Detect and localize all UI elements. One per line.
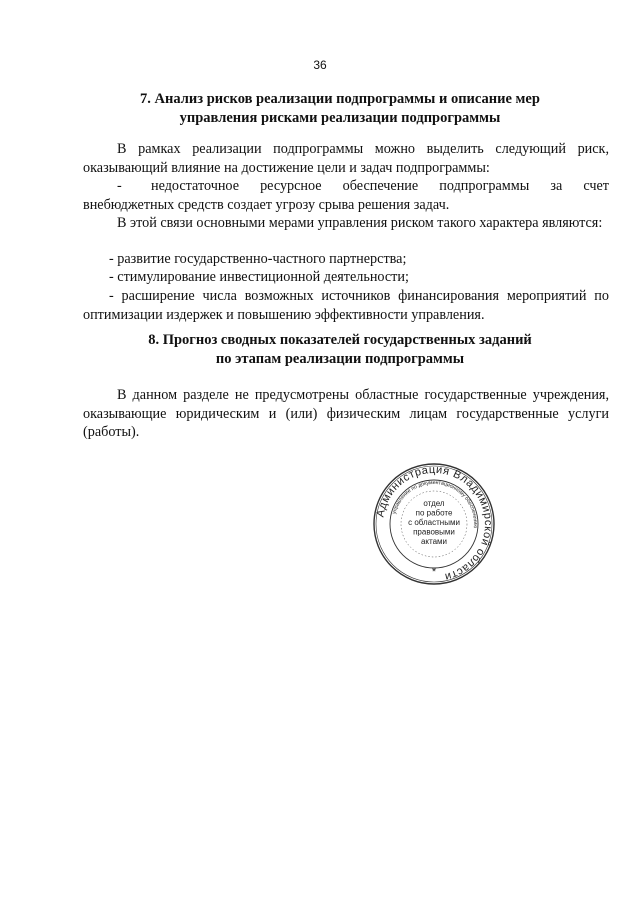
section-7-paragraph-1: В рамках реализации подпрограммы можно выделить следующий риск, оказывающий влияние на достижение цели и задач подпрограммы:: [83, 141, 609, 176]
section-8-title: [60, 331, 620, 369]
risk-line-1: недостаточное ресурсное обеспечение подпрограммы за счет: [151, 178, 609, 194]
risk-line-2: внебюджетных средств создает угрозу срыва решения задач.: [83, 196, 450, 213]
seal-inner-text: управление по документационному обеспечению: [391, 479, 479, 529]
section-7-title: [60, 90, 620, 128]
official-seal-stamp: [372, 462, 496, 586]
seal-star: *: [431, 566, 437, 578]
section-7-risk-item: [83, 177, 609, 214]
page-number: 36: [313, 58, 327, 72]
seal-outer-text: Администрация Владимирской области: [374, 463, 495, 583]
section-8-title-line2: по этапам реализации подпрограммы: [215, 351, 465, 367]
measure-item-2: - стимулирование инвестиционной деятельности;: [109, 269, 409, 285]
section-8-title-line1: 8. Прогноз сводных показателей государственных заданий: [148, 332, 532, 348]
seal-center-line: с областными: [408, 518, 460, 527]
risk-dash: -: [117, 178, 122, 194]
section-7-paragraph-3: В этой связи основными мерами управления риском такого характера являются:: [117, 215, 603, 231]
section-7-title-line1: 7. Анализ рисков реализации подпрограммы и описание мер: [140, 91, 540, 107]
measure-item-3: - расширение числа возможных источников финансирования мероприятий по оптимизации издержек и повышению эффективности управления.: [83, 288, 609, 323]
section-8-paragraph: В данном разделе не предусмотрены областные государственные учреждения, оказывающие юридическим и (или) физическим лицам государственные услуги (работы).: [83, 387, 609, 440]
section-7-title-line2: управления рисками реализации подпрограммы: [179, 110, 501, 126]
seal-center-text: [408, 499, 460, 546]
seal-center-line: отдел: [423, 499, 445, 508]
measure-item-1: - развитие государственно-частного партнерства;: [109, 251, 407, 267]
seal-center-line: правовыми: [413, 527, 455, 537]
seal-center-line: актами: [420, 537, 448, 546]
seal-center-line: по работе: [415, 508, 453, 518]
